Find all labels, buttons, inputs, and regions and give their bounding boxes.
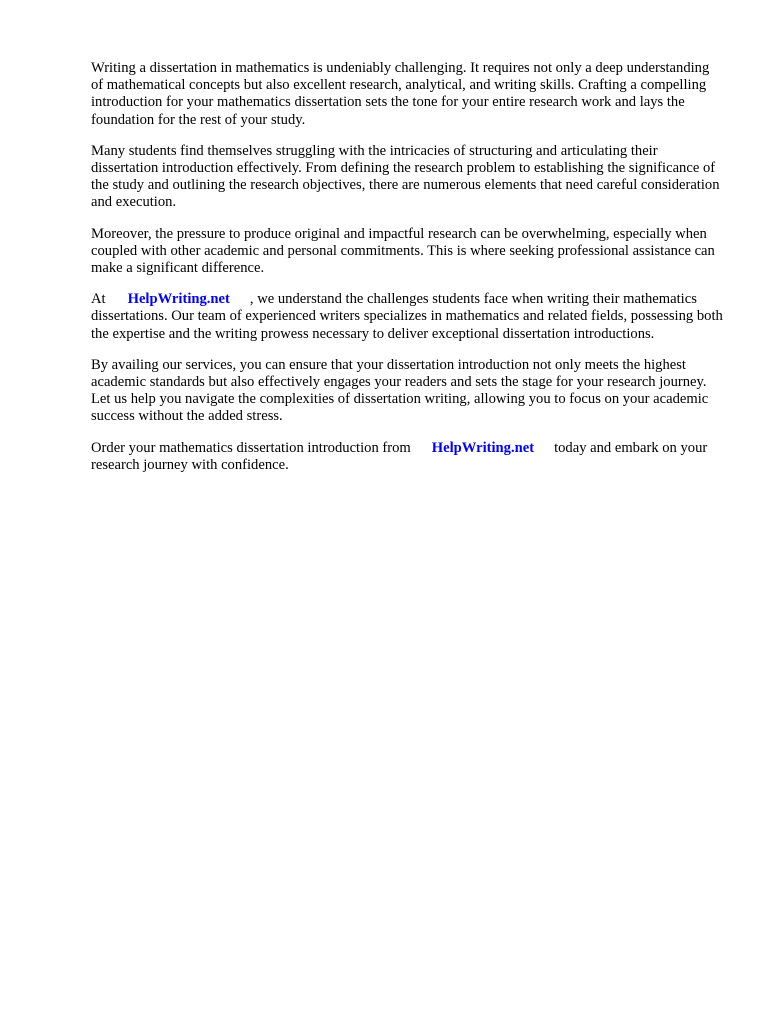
paragraph-struggles: Many students find themselves struggling with the intricacies of structuring and articulating their dissertation introduction effectively. From defining the research problem to establishing the significance of the study and outlining the research objectives, there are numerous elements that need careful consideration and execution. xyxy=(91,142,720,211)
paragraph-benefits: By availing our services, you can ensure that your dissertation introduction not only meets the highest academic standards but also effectively engages your readers and sets the stage for your research journey. Let us help you navigate the complexities of dissertation writing, allowing you to focus on your academic success without the added stress. xyxy=(91,356,709,425)
paragraph-order-lead: Order your mathematics dissertation introduction from xyxy=(91,439,411,456)
paragraph-service-lead: At xyxy=(91,291,106,308)
helpwriting-order-link[interactable]: HelpWriting.net xyxy=(431,439,535,456)
paragraph-pressure: Moreover, the pressure to produce original and impactful research can be overwhelming, especially when coupled with other academic and personal commitments. This is where seeking professional assistance can make a significant difference. xyxy=(91,225,715,277)
paragraph-order-text: today and embark on your research journey with confidence. xyxy=(91,439,708,473)
paragraph-order xyxy=(91,440,723,474)
document-body xyxy=(91,60,723,488)
paragraph-service-text: , we understand the challenges students face when writing their mathematics dissertations. Our team of experienced writers specializes in mathematics and related fields, possessing both the expertise and the writing prowess necessary to deliver exceptional dissertation introductions. xyxy=(91,291,723,342)
paragraph-service xyxy=(91,291,723,343)
paragraph-intro: Writing a dissertation in mathematics is undeniably challenging. It requires not only a deep understanding of mathematical concepts but also excellent research, analytical, and writing skills. Crafting a compelling introduction for your mathematics dissertation sets the tone for your entire research work and lays the foundation for the rest of your study. xyxy=(91,60,710,128)
helpwriting-link[interactable]: HelpWriting.net xyxy=(127,291,230,308)
